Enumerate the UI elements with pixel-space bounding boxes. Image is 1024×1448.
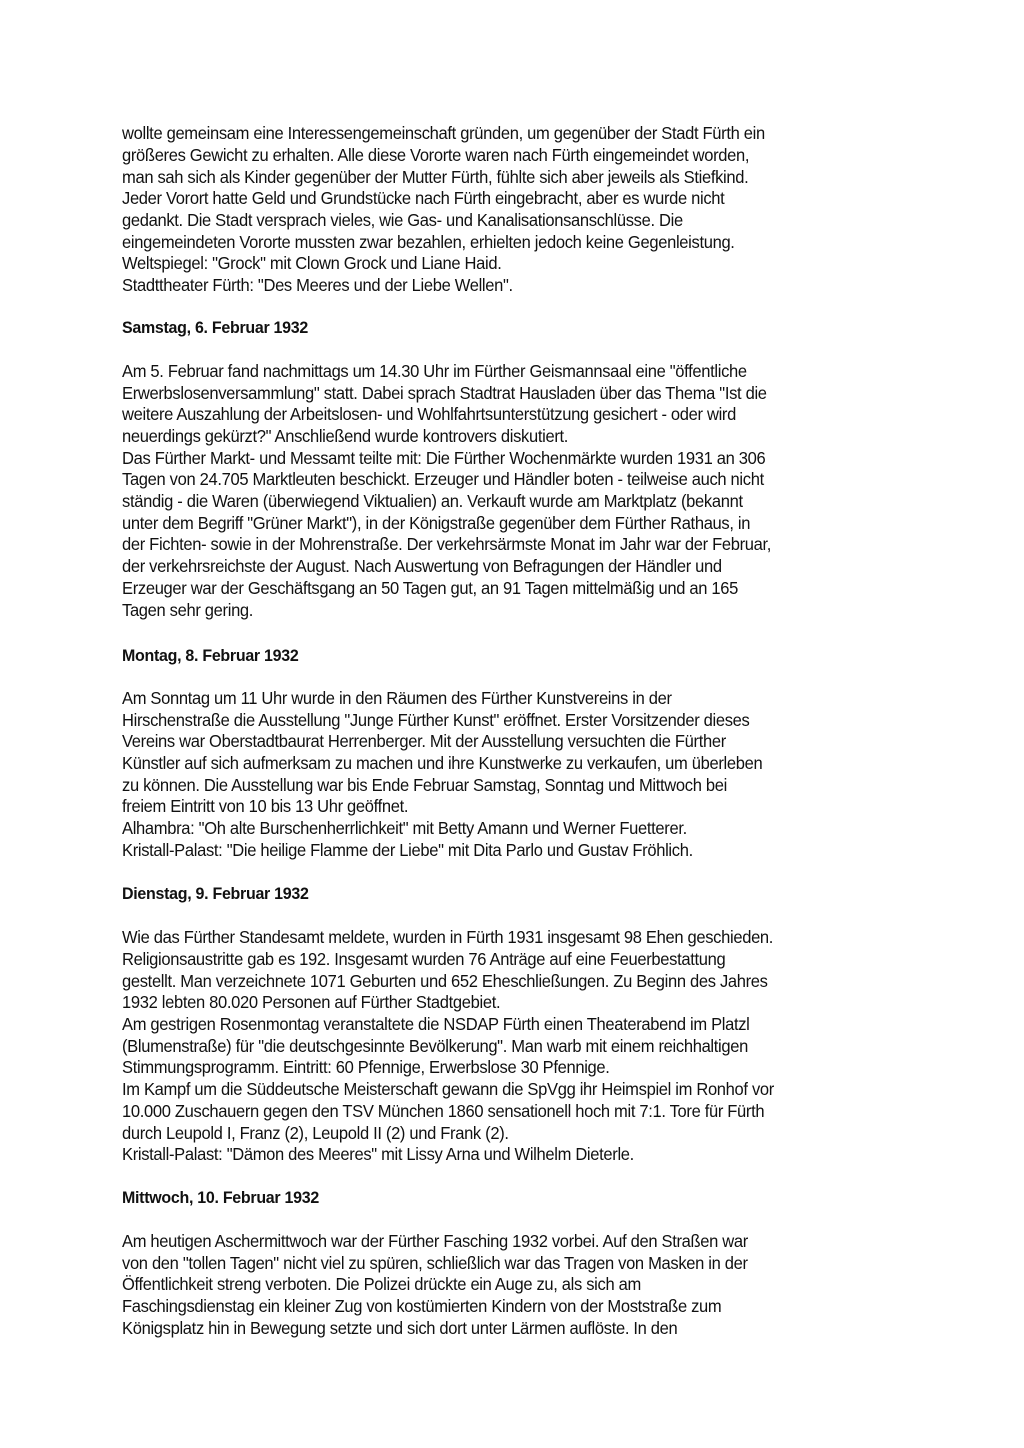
text-line: Wie das Fürther Standesamt meldete, wurden in Fürth 1931 insgesamt 98 Ehen geschieden. [122,927,774,947]
text-line: (Blumenstraße) für "die deutschgesinnte Bevölkerung". Man warb mit einem reichhaltigen [122,1036,749,1056]
text-line: Tagen sehr gering. [122,600,254,620]
text-line: weitere Auszahlung der Arbeitslosen- und Wohlfahrtsunterstützung gesichert - oder wird [122,404,736,424]
text-line: man sah sich als Kinder gegenüber der Mutter Fürth, fühlte sich aber jeweils als Stiefkind. [122,167,749,187]
text-line: Königsplatz hin in Bewegung setzte und sich dort unter Lärmen auflöste. In den [122,1318,678,1338]
section-heading: Samstag, 6. Februar 1932 [122,318,308,337]
text-line: Faschingsdienstag ein kleiner Zug von kostümierten Kindern von der Moststraße zum [122,1296,722,1316]
text-line: Hirschenstraße die Ausstellung "Junge Fürther Kunst" eröffnet. Erster Vorsitzender dieses [122,710,750,730]
section-heading: Dienstag, 9. Februar 1932 [122,884,309,903]
text-line: zu können. Die Ausstellung war bis Ende Februar Samstag, Sonntag und Mittwoch bei [122,775,727,795]
text-line: Kristall-Palast: "Die heilige Flamme der Liebe" mit Dita Parlo und Gustav Fröhlich. [122,840,693,860]
text-line: der Fichten- sowie in der Mohrenstraße. Der verkehrsärmste Monat im Jahr war der Februar, [122,534,772,554]
text-line: Im Kampf um die Süddeutsche Meisterschaft gewann die SpVgg ihr Heimspiel im Ronhof vor [122,1079,774,1099]
text-line: Stadttheater Fürth: "Des Meeres und der Liebe Wellen". [122,275,513,295]
section-heading: Mittwoch, 10. Februar 1932 [122,1188,319,1207]
text-line: wollte gemeinsam eine Interessengemeinschaft gründen, um gegenüber der Stadt Fürth ein [122,123,765,143]
text-line: Stimmungsprogramm. Eintritt: 60 Pfennige, Erwerbslose 30 Pfennige. [122,1057,610,1077]
text-line: neuerdings gekürzt?" Anschließend wurde kontrovers diskutiert. [122,426,569,446]
text-line: freiem Eintritt von 10 bis 13 Uhr geöffnet. [122,796,409,816]
text-line: Religionsaustritte gab es 192. Insgesamt wurden 76 Anträge auf eine Feuerbestattung [122,949,726,969]
text-line: Vereins war Oberstadtbaurat Herrenberger. Mit der Ausstellung versuchten die Fürther [122,731,726,751]
text-line: 1932 lebten 80.020 Personen auf Fürther Stadtgebiet. [122,992,501,1012]
text-line: Erzeuger war der Geschäftsgang an 50 Tagen gut, an 91 Tagen mittelmäßig und an 165 [122,578,738,598]
text-line: der verkehrsreichste der August. Nach Auswertung von Befragungen der Händler und [122,556,722,576]
text-line: Am gestrigen Rosenmontag veranstaltete die NSDAP Fürth einen Theaterabend im Platzl [122,1014,750,1034]
text-line: unter dem Begriff "Grüner Markt"), in der Königstraße gegenüber dem Fürther Rathaus, in [122,513,751,533]
text-line: Kristall-Palast: "Dämon des Meeres" mit Lissy Arna und Wilhelm Dieterle. [122,1144,634,1164]
text-line: Das Fürther Markt- und Messamt teilte mit: Die Fürther Wochenmärkte wurden 1931 an 306 [122,448,766,468]
text-line: von den "tollen Tagen" nicht viel zu spüren, schließlich war das Tragen von Masken in der [122,1253,748,1273]
text-line: größeres Gewicht zu erhalten. Alle diese Vororte waren nach Fürth eingemeindet worden, [122,145,750,165]
text-line: gestellt. Man verzeichnete 1071 Geburten und 652 Eheschließungen. Zu Beginn des Jahres [122,971,768,991]
text-line: Am Sonntag um 11 Uhr wurde in den Räumen des Fürther Kunstvereins in der [122,688,672,708]
text-line: Jeder Vorort hatte Geld und Grundstücke nach Fürth eingebracht, aber es wurde nicht [122,188,725,208]
text-line: eingemeindeten Vororte mussten zwar bezahlen, erhielten jedoch keine Gegenleistung. [122,232,735,252]
text-line: durch Leupold I, Franz (2), Leupold II (2) und Frank (2). [122,1123,509,1143]
text-line: Tagen von 24.705 Marktleuten beschickt. Erzeuger und Händler boten - teilweise auch nicht [122,469,764,489]
text-line: Am 5. Februar fand nachmittags um 14.30 Uhr im Fürther Geismannsaal eine "öffentliche [122,361,747,381]
text-line: Alhambra: "Oh alte Burschenherrlichkeit" mit Betty Amann und Werner Fuetterer. [122,818,687,838]
text-line: Öffentlichkeit streng verboten. Die Polizei drückte ein Auge zu, als sich am [122,1274,641,1294]
text-line: ständig - die Waren (überwiegend Viktualien) an. Verkauft wurde am Marktplatz (bekannt [122,491,743,511]
text-line: Erwerbslosenversammlung" statt. Dabei sprach Stadtrat Hausladen über das Thema "Ist die [122,383,767,403]
text-line: gedankt. Die Stadt versprach vieles, wie Gas- und Kanalisationsanschlüsse. Die [122,210,683,230]
text-line: 10.000 Zuschauern gegen den TSV München 1860 sensationell hoch mit 7:1. Tore für Fürth [122,1101,765,1121]
text-line: Weltspiegel: "Grock" mit Clown Grock und Liane Haid. [122,253,502,273]
text-line: Künstler auf sich aufmerksam zu machen und ihre Kunstwerke zu verkaufen, um überleben [122,753,763,773]
section-heading: Montag, 8. Februar 1932 [122,646,299,665]
text-line: Am heutigen Aschermittwoch war der Fürther Fasching 1932 vorbei. Auf den Straßen war [122,1231,748,1251]
